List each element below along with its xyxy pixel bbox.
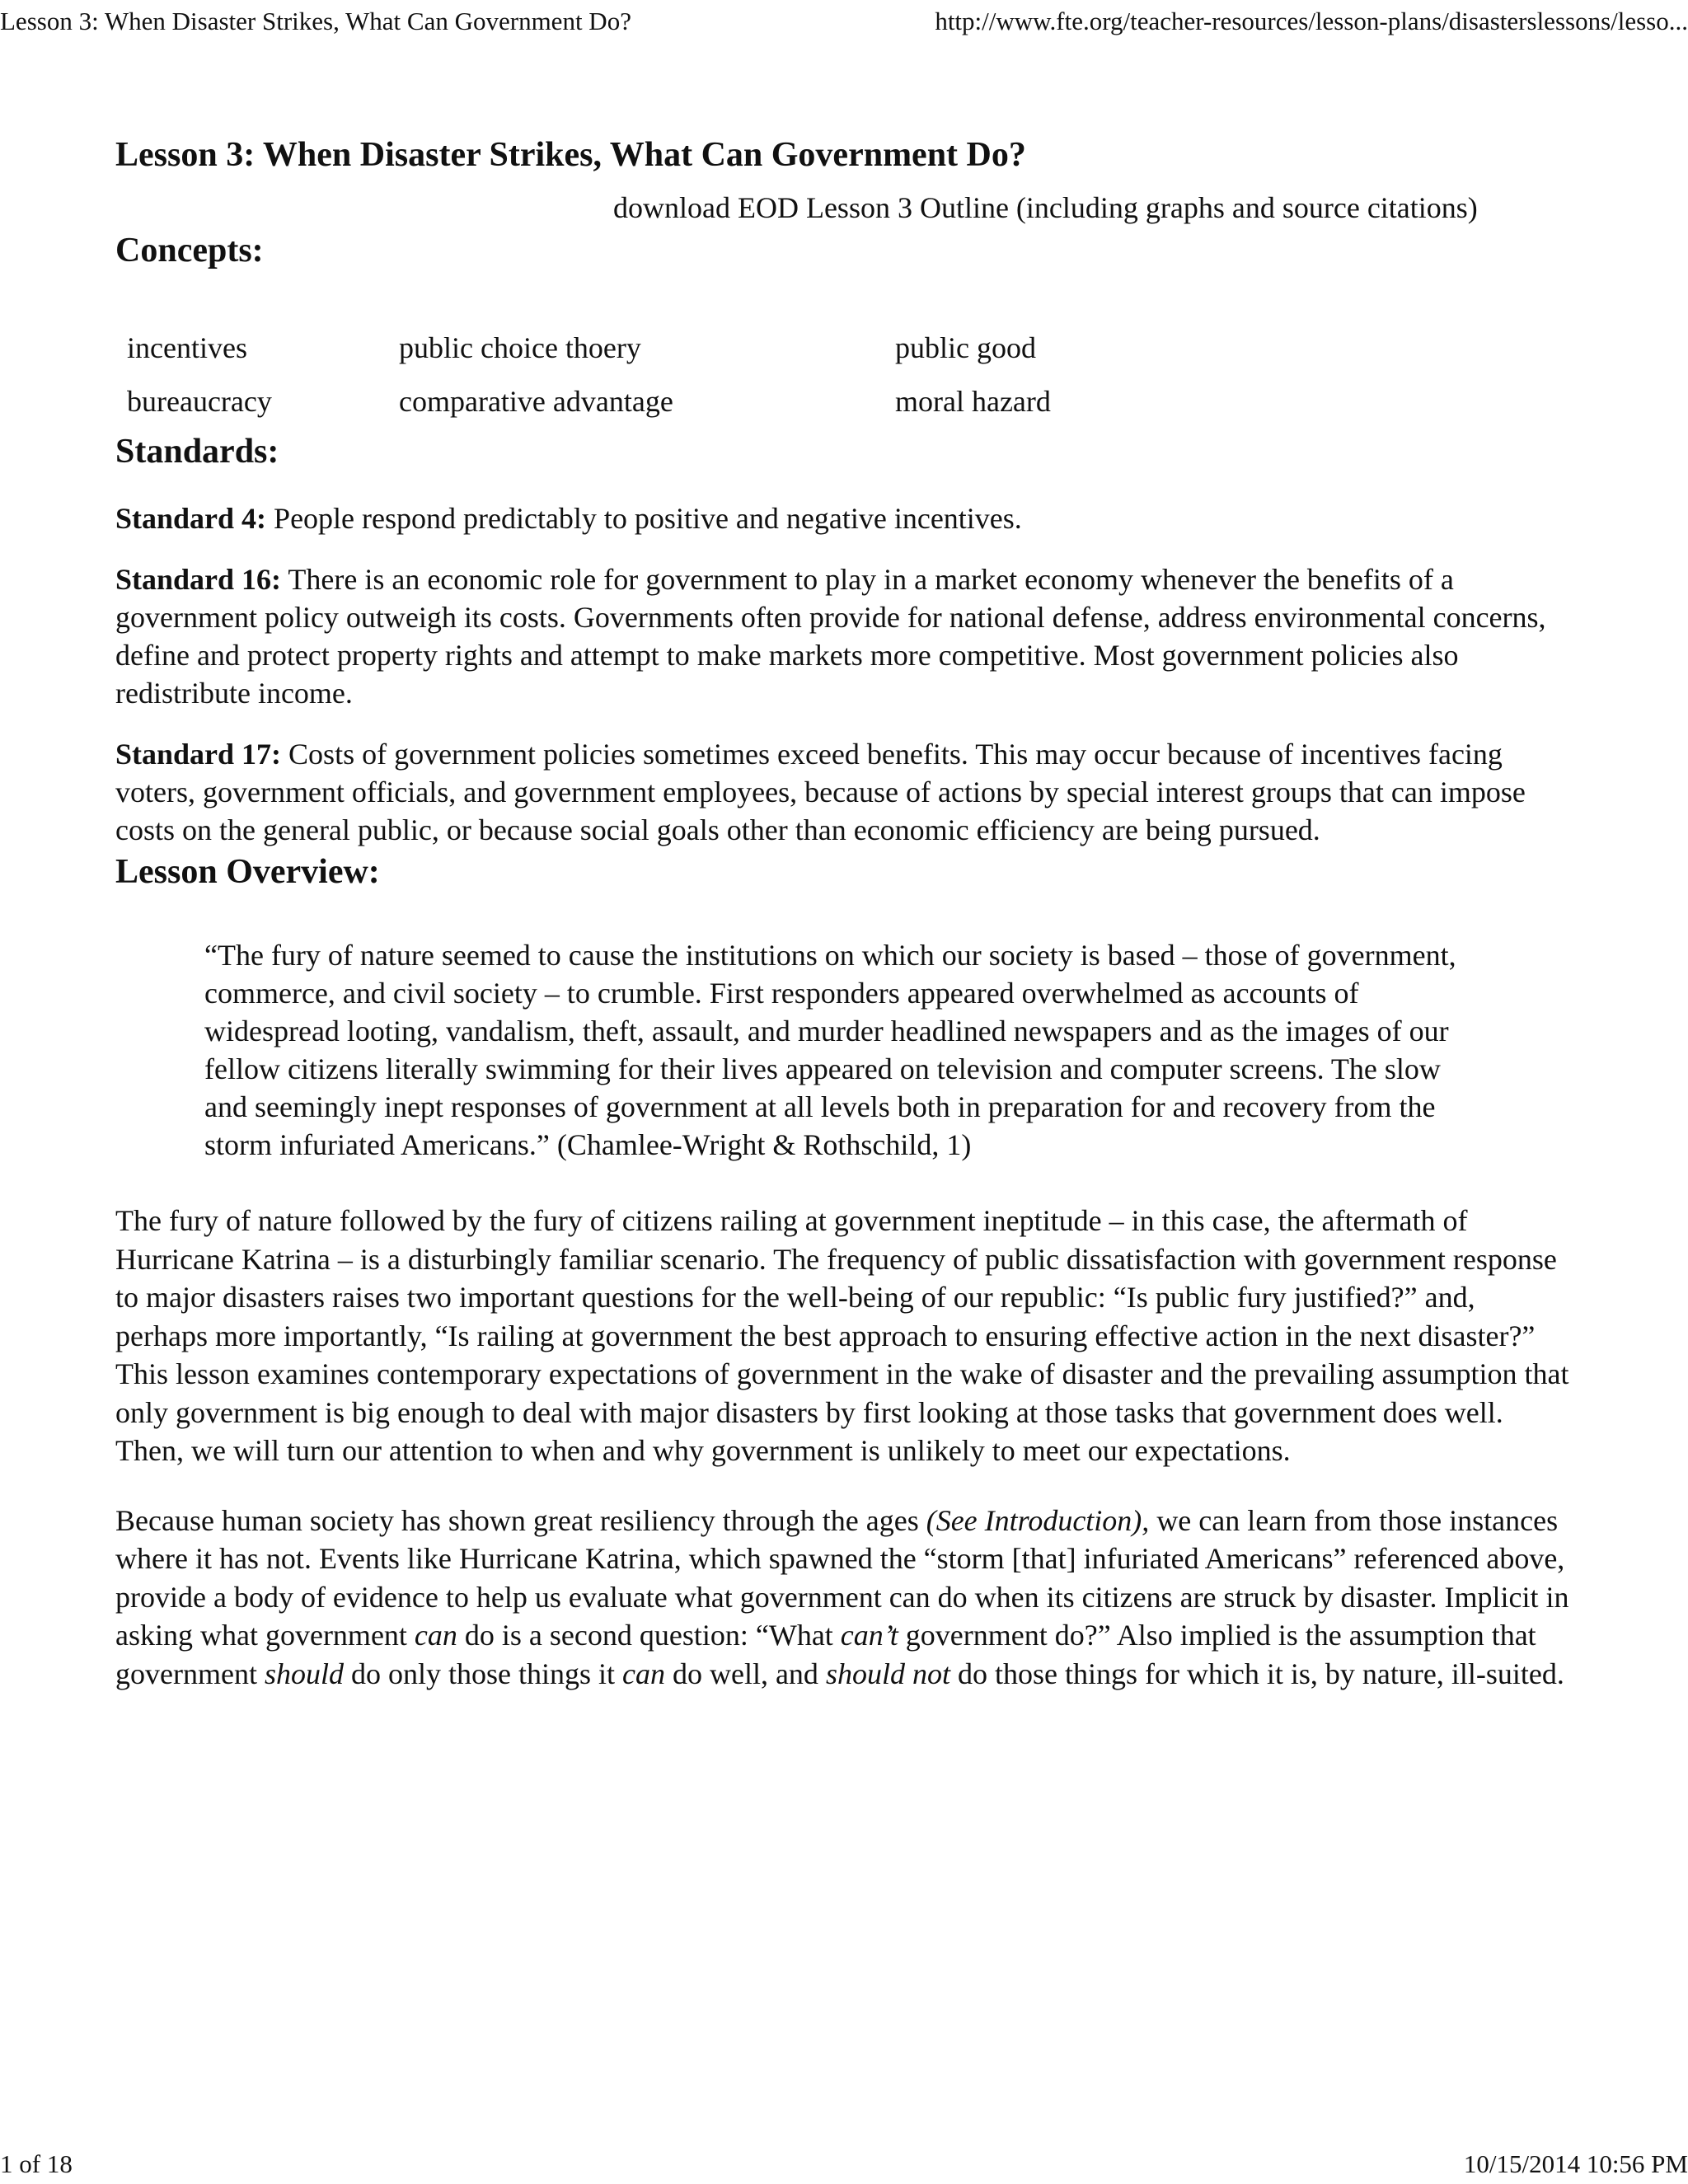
standard-label: Standard 17:: [115, 738, 282, 771]
standard-text: Costs of government policies sometimes exceed benefits. This may occur because of incentives facing voters, government officials, and government employees, because of actions by special interest groups that can impose costs on the general public, or because social goals other than economic efficiency are being pursued.: [115, 738, 1526, 846]
text-run: we can learn from those instances where it has not. Events like Hurricane Katrina, which spawned the “storm [that] infuriated Americans” referenced above, provide a body of evidence to help us evaluate what government can do when its citizens are struck by disaster. Implicit in asking what government: [115, 1503, 1569, 1652]
emphasis: should not: [825, 1657, 950, 1690]
concepts-table: [127, 321, 1051, 429]
concept-item: comparative advantage: [399, 385, 673, 418]
introduction-reference: (See Introduction),: [926, 1503, 1150, 1537]
standard-text: People respond predictably to positive and negative incentives.: [266, 502, 1022, 535]
standard-17: [115, 735, 1574, 849]
lesson-overview-heading: Lesson Overview:: [115, 853, 380, 891]
print-header: [0, 5, 1688, 38]
print-footer: [0, 2148, 1688, 2181]
print-header-url: http://www.fte.org/teacher-resources/lesson-plans/disasterslessons/lesso...: [935, 7, 1688, 35]
overview-paragraph: The fury of nature followed by the fury of citizens railing at government ineptitude – in this case, the aftermath of Hurricane Katrina – is a disturbingly familiar scenario. The frequency of public dissatisfaction with government response to major disasters raises two important questions for the well-being of our republic: “Is public fury justified?” and, perhaps more importantly, “Is railing at government the best approach to ensuring effective action in the next disaster?” This lesson examines contemporary expectations of government in the wake of disaster and the prevailing assumption that only government is big enough to deal with major disasters by first looking at those tasks that government does well. Then, we will turn our attention to when and why government is unlikely to meet our expectations.: [115, 1204, 1569, 1467]
print-timestamp: 10/15/2014 10:56 PM: [1463, 2149, 1688, 2178]
page-count: 1 of 18: [0, 2149, 73, 2178]
concept-item: bureaucracy: [127, 385, 272, 418]
text-run: Because human society has shown great resiliency through the ages: [115, 1503, 926, 1537]
standard-label: Standard 4:: [115, 502, 267, 535]
text-run: do well, and: [664, 1657, 826, 1690]
text-run: do is a second question: “What: [457, 1619, 841, 1652]
page-title: Lesson 3: When Disaster Strikes, What Can Government Do?: [115, 136, 1026, 174]
concept-item: moral hazard: [895, 385, 1051, 418]
emphasis: should: [264, 1657, 344, 1690]
concept-item: public good: [895, 331, 1036, 364]
overview-paragraph: [115, 1502, 1574, 1694]
concepts-row: [127, 375, 1051, 429]
standard-16: [115, 560, 1574, 712]
download-outline-link[interactable]: download EOD Lesson 3 Outline (including graphs and source citations): [613, 191, 1478, 224]
standards-heading: Standards:: [115, 433, 279, 471]
standard-text: There is an economic role for government to play in a market economy whenever the benefits of a government policy outweigh its costs. Governments often provide for national defense, address environmental concerns, define and protect property rights and attempt to make markets more competitive. Most government policies also redistribute income.: [115, 563, 1546, 710]
emphasis: can’t: [840, 1619, 898, 1652]
text-run: do those things for which it is, by nature, ill-suited.: [950, 1657, 1564, 1690]
standard-4: [115, 499, 1574, 537]
page-content: [115, 132, 1574, 1693]
concepts-row: [127, 321, 1051, 375]
print-header-title: Lesson 3: When Disaster Strikes, What Can Government Do?: [0, 7, 631, 35]
concepts-heading: Concepts:: [115, 232, 264, 269]
concept-item: incentives: [127, 331, 247, 364]
concept-item: public choice thoery: [399, 331, 641, 364]
emphasis: can: [621, 1657, 665, 1690]
standard-label: Standard 16:: [115, 563, 282, 596]
emphasis: can: [414, 1619, 457, 1652]
text-run: government do?” Also implied is the assumption that government: [115, 1619, 1536, 1690]
overview-quote: “The fury of nature seemed to cause the institutions on which our society is based – those of government, commerce, and civil society – to crumble. First responders appeared overwhelmed as accounts of widespread looting, vandalism, theft, assault, and murder headlined newspapers and as the images of our fellow citizens literally swimming for their lives appeared on television and computer screens. The slow and seemingly inept responses of government at all levels both in preparation for and recovery from the storm infuriated Americans.” (Chamlee-Wright & Rothschild, 1): [204, 939, 1456, 1161]
text-run: do only those things it: [343, 1657, 622, 1690]
